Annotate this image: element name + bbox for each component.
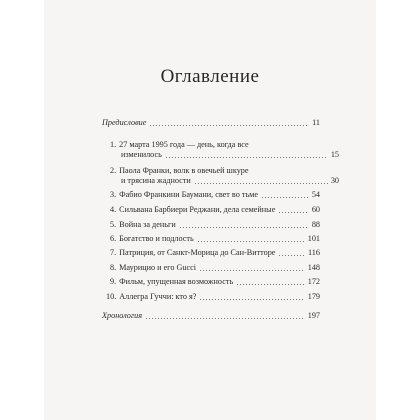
toc-entry-number: 1. bbox=[110, 140, 117, 149]
toc-entry-number: 8. bbox=[110, 263, 117, 272]
toc-entry-preface[interactable] bbox=[102, 118, 320, 128]
dot-leader bbox=[197, 241, 305, 242]
toc-entry-label: Патриция, от Санкт-Морица до Сан-Витторе bbox=[119, 248, 276, 257]
toc-entry-chapter-1[interactable] bbox=[102, 140, 339, 160]
toc-entry-chapter-3[interactable] bbox=[102, 190, 320, 200]
toc-entry-label: 27 марта 1995 года — день, когда все bbox=[119, 140, 249, 149]
toc-entry-chronology[interactable] bbox=[102, 311, 320, 321]
toc-entry-number: 2. bbox=[110, 166, 117, 175]
toc-entry-page: 15 bbox=[330, 150, 339, 159]
toc-entry-number: 7. bbox=[110, 248, 117, 257]
toc-entry-label: Аллегра Гуччи: кто я? bbox=[119, 292, 197, 301]
toc-entry-chapter-5[interactable] bbox=[102, 220, 320, 230]
toc-entry-page: 101 bbox=[307, 234, 320, 243]
toc-entry-page: 30 bbox=[330, 176, 339, 185]
dot-leader bbox=[261, 197, 309, 198]
toc-entry-label: Фильм, упущенная возможность bbox=[119, 277, 234, 286]
dot-leader bbox=[278, 255, 305, 256]
dot-leader bbox=[179, 227, 309, 228]
toc-entry-label: Война за деньги bbox=[119, 220, 176, 229]
dot-leader bbox=[165, 157, 328, 158]
toc-entry-chapter-8[interactable] bbox=[102, 263, 320, 273]
toc-entry-label-cont: изменилось bbox=[121, 150, 162, 159]
toc-entry-page: 60 bbox=[311, 205, 320, 214]
toc-entry-label: Хронология bbox=[102, 311, 142, 320]
toc-entry-page: 197 bbox=[307, 311, 320, 320]
toc-entry-page: 148 bbox=[307, 263, 320, 272]
toc-entry-chapter-9[interactable] bbox=[102, 277, 320, 287]
toc-entry-label: Паола Франки, волк в овечьей шкуре bbox=[119, 166, 249, 175]
toc-entry-page: 88 bbox=[311, 220, 320, 229]
toc-entry-chapter-2[interactable] bbox=[102, 166, 339, 186]
toc-entry-page: 179 bbox=[307, 292, 320, 301]
toc-entry-label: Фабио Франкини Баумани, свет во тьме bbox=[119, 190, 258, 199]
dot-leader bbox=[236, 284, 305, 285]
toc-entry-page: 172 bbox=[307, 277, 320, 286]
toc-entry-label-cont: и трясина жадности bbox=[121, 176, 191, 185]
toc-entry-label: Предисловие bbox=[102, 118, 147, 127]
page-title: Оглавление bbox=[160, 66, 260, 87]
toc-entry-number: 5. bbox=[110, 220, 117, 229]
book-page bbox=[44, 0, 376, 420]
dot-leader bbox=[145, 318, 305, 319]
toc-entry-page: 11 bbox=[312, 118, 320, 127]
toc-entry-label: Сильвана Барбиери Реджани, дела семейные bbox=[119, 205, 276, 214]
dot-leader bbox=[149, 125, 309, 126]
toc-entry-label: Маурицио и его Gucci bbox=[119, 263, 197, 272]
toc-entry-chapter-7[interactable] bbox=[102, 248, 320, 258]
toc-entry-number: 6. bbox=[110, 234, 117, 243]
toc-entry-page: 116 bbox=[308, 248, 320, 257]
toc-entry-label: Богатство и подлость bbox=[119, 234, 194, 243]
dot-leader bbox=[199, 270, 305, 271]
toc-entry-number: 10. bbox=[106, 292, 117, 301]
dot-leader bbox=[199, 299, 304, 300]
toc-entry-chapter-6[interactable] bbox=[102, 234, 320, 244]
toc-entry-number: 3. bbox=[110, 190, 117, 199]
dot-leader bbox=[278, 212, 308, 213]
toc-entry-chapter-4[interactable] bbox=[102, 205, 320, 215]
toc-entry-number: 4. bbox=[110, 205, 117, 214]
dot-leader bbox=[194, 183, 328, 184]
toc-entry-page: 54 bbox=[311, 190, 320, 199]
toc-entry-number: 9. bbox=[110, 277, 117, 286]
toc-entry-chapter-10[interactable] bbox=[102, 292, 320, 302]
